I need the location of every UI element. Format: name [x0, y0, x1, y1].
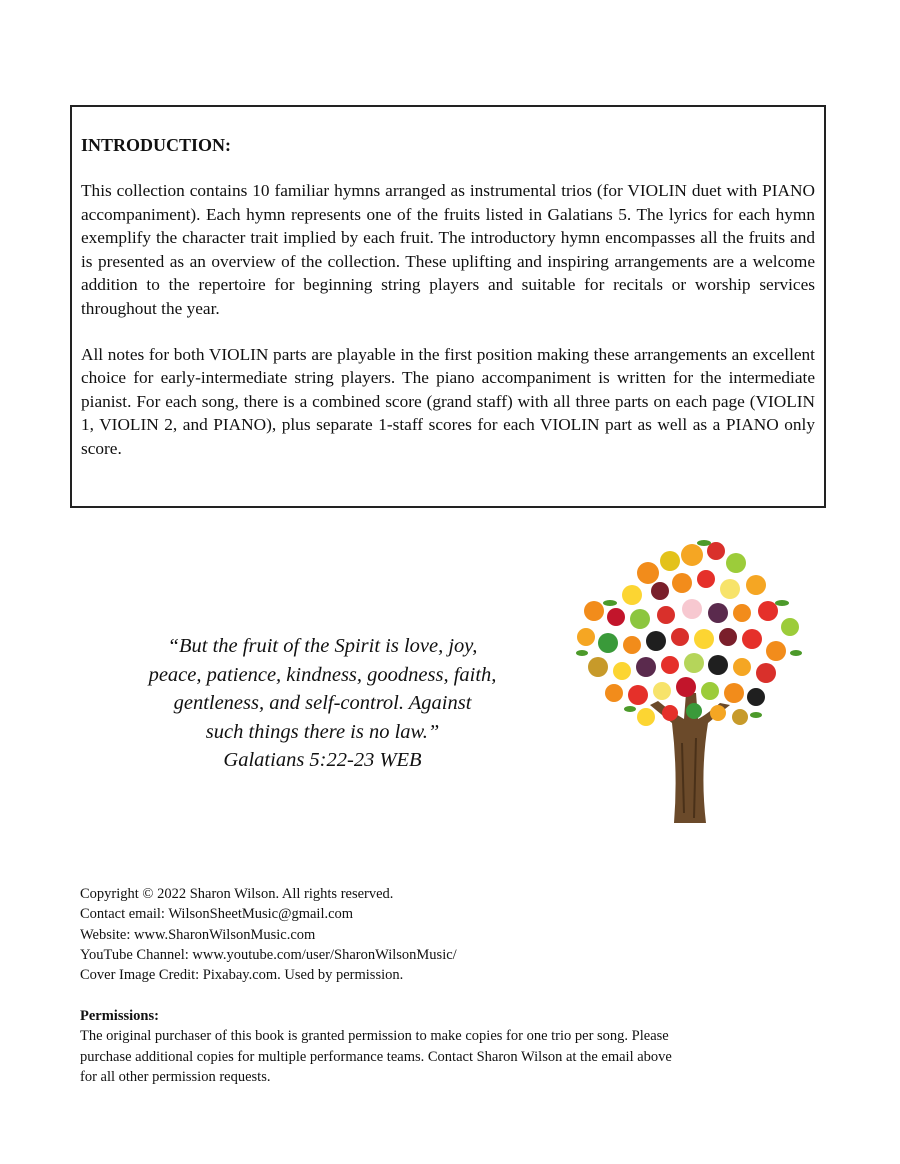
youtube-line: YouTube Channel: www.youtube.com/user/SharonWilsonMusic/	[80, 946, 457, 963]
introduction-heading: INTRODUCTION:	[81, 135, 232, 155]
permissions-heading: Permissions:	[80, 1008, 159, 1024]
copyright-line: Copyright © 2022 Sharon Wilson. All rights reserved.	[80, 886, 394, 902]
quote-line: such things there is no law.”	[205, 720, 440, 743]
introduction-paragraph-2: All notes for both VIOLIN parts are playable in the first position making these arrangements an excellent choice for early-intermediate string players. The piano accompaniment is written for the intermediate pianist. For each song, there is a combined score (grand staff) with all three parts on each page (VIOLIN 1, VIOLIN 2, and PIANO), plus separate 1-staff scores for each VIOLIN part as well as a PIANO only score.	[81, 344, 815, 458]
contact-info	[80, 884, 457, 985]
permissions-line: purchase additional copies for multiple performance teams. Contact Sharon Wilson at the email above	[80, 1048, 672, 1065]
quote-line: peace, patience, kindness, goodness, faith,	[148, 663, 497, 686]
permissions-line: for all other permission requests.	[80, 1068, 271, 1085]
email-line: Contact email: WilsonSheetMusic@gmail.com	[80, 906, 354, 923]
scripture-quote	[90, 632, 555, 775]
quote-line: “But the fruit of the Spirit is love, joy,	[167, 635, 478, 657]
quote-line: gentleness, and self-control. Against	[173, 692, 472, 714]
website-line: Website: www.SharonWilsonMusic.com	[80, 926, 316, 943]
permissions-section	[80, 1006, 810, 1087]
introduction-paragraph-1: This collection contains 10 familiar hymns arranged as instrumental trios (for VIOLIN duet with PIANO accompaniment). Each hymn represents one of the fruits listed in Galatians 5. The lyrics for each hymn exemplify the character trait implied by each fruit. The introductory hymn encompasses all the fruits and is presented as an overview of the collection. These uplifting and inspiring arrangements are a welcome addition to the repertoire for beginning string players and suitable for recitals or worship services throughout the year.	[81, 181, 815, 318]
permissions-line: The original purchaser of this book is granted permission to make copies for one trio per song. Please	[80, 1028, 669, 1045]
permissions-text	[80, 1026, 810, 1087]
image-credit-line: Cover Image Credit: Pixabay.com. Used by permission.	[80, 967, 404, 984]
quote-reference: Galatians 5:22-23 WEB	[223, 749, 422, 771]
introduction-box	[70, 105, 826, 508]
fruit-tree-icon	[570, 533, 810, 828]
